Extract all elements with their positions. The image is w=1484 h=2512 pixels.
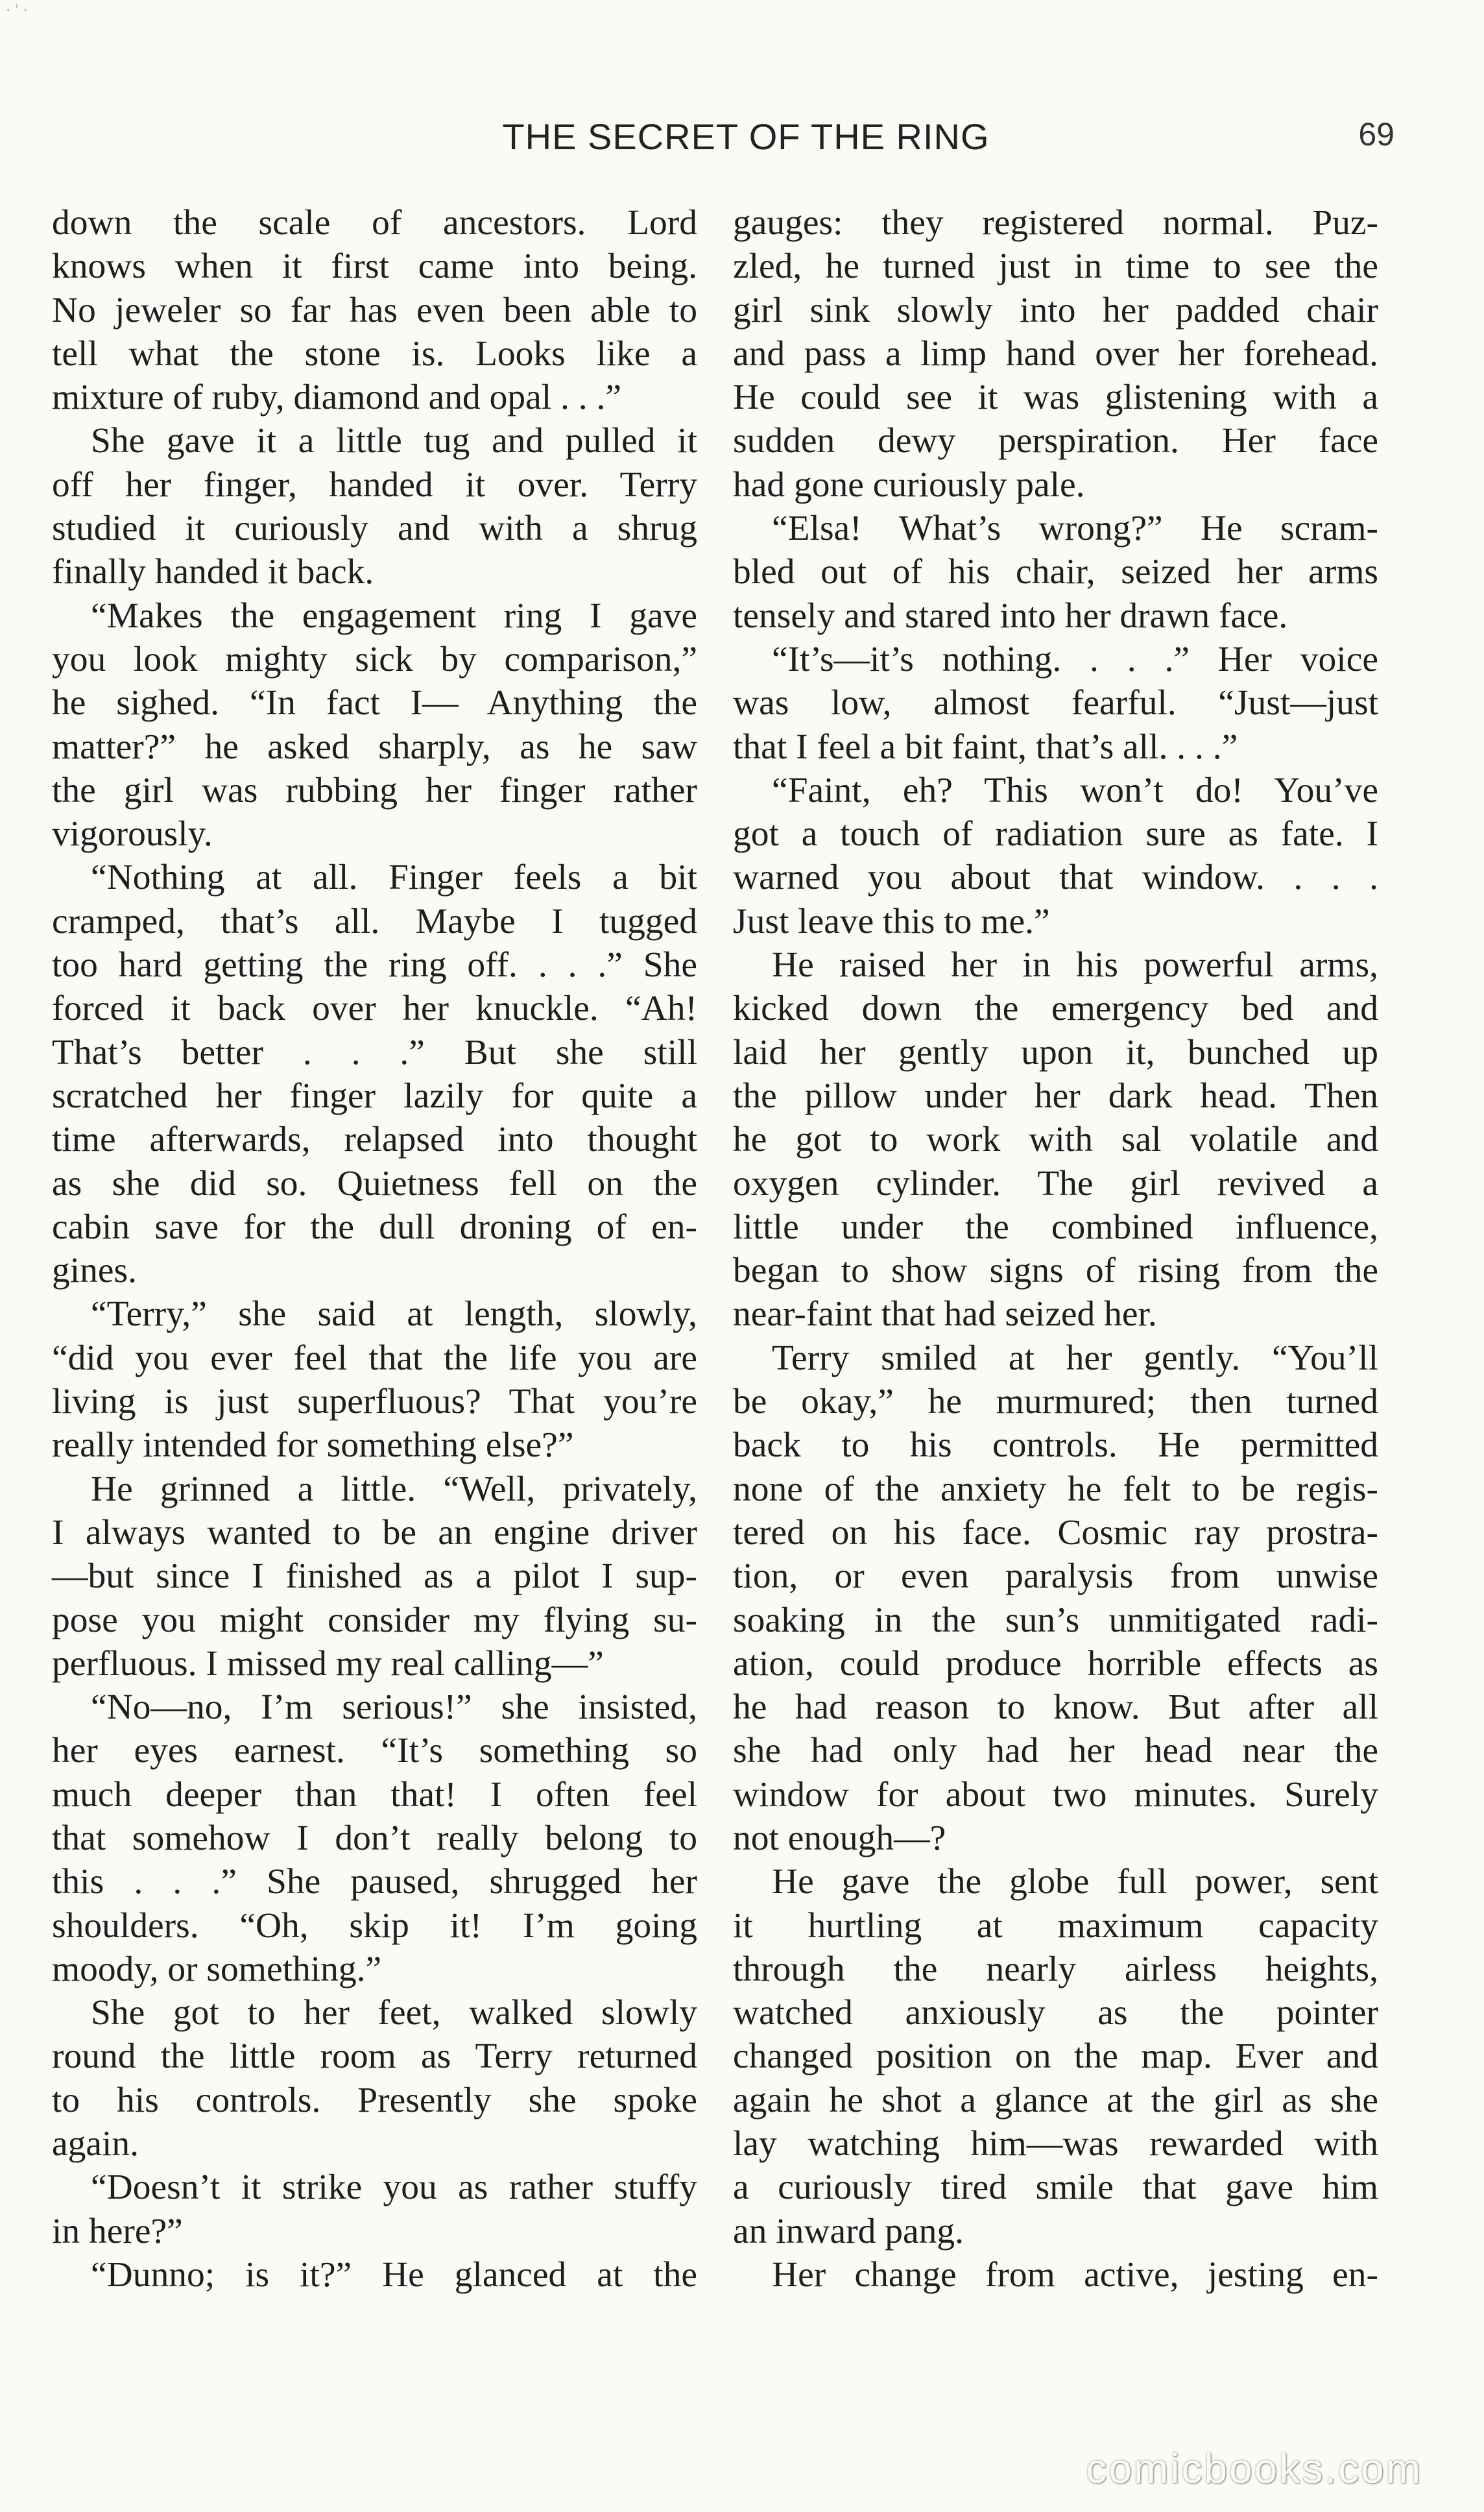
text-line: I always wanted to be an engine driver <box>52 1512 697 1552</box>
page-number: 69 <box>1358 116 1394 152</box>
text-line: got a touch of radiation sure as fate. I <box>733 814 1378 854</box>
text-line: finally handed it back. <box>52 552 374 592</box>
text-line: zled, he turned just in time to see the <box>733 247 1378 287</box>
text-line: He could see it was glistening with a <box>733 378 1378 418</box>
text-line: little under the combined influence, <box>733 1207 1378 1247</box>
text-line: to his controls. Presently she spoke <box>52 2080 697 2120</box>
text-line: laid her gently upon it, bunched up <box>733 1032 1378 1072</box>
text-line: was low, almost fearful. “Just—just <box>733 683 1378 723</box>
text-line: in here?” <box>52 2211 183 2251</box>
text-line: he had reason to know. But after all <box>733 1687 1378 1728</box>
text-line: the pillow under her dark head. Then <box>733 1076 1378 1116</box>
text-line: He raised her in his powerful arms, <box>772 945 1378 985</box>
text-line: “Faint, eh? This won’t do! You’ve <box>772 770 1378 810</box>
text-line: “Terry,” she said at length, slowly, <box>91 1294 697 1334</box>
right-column <box>733 201 1378 2297</box>
text-line: “Makes the engagement ring I gave <box>91 596 697 636</box>
text-line: you look mighty sick by comparison,” <box>52 639 697 679</box>
text-line: “did you ever feel that the life you are <box>52 1338 697 1378</box>
text-line: He gave the globe full power, sent <box>772 1862 1378 1902</box>
text-line: he got to work with sal volatile and <box>733 1120 1378 1160</box>
left-column <box>52 201 697 2297</box>
text-line: matter?” he asked sharply, as he saw <box>52 727 697 767</box>
text-line: window for about two minutes. Surely <box>733 1774 1378 1815</box>
text-line: bled out of his chair, seized her arms <box>733 552 1378 592</box>
text-line: round the little room as Terry returned <box>52 2036 697 2077</box>
text-line: Terry smiled at her gently. “You’ll <box>772 1338 1378 1378</box>
text-line: That’s better . . .” But she still <box>52 1032 697 1072</box>
text-line: she had only had her head near the <box>733 1731 1378 1771</box>
text-line: knows when it first came into being. <box>52 247 697 287</box>
text-line: sudden dewy perspiration. Her face <box>733 421 1378 461</box>
text-line: had gone curiously pale. <box>733 465 1085 505</box>
text-line: a curiously tired smile that gave him <box>733 2168 1378 2208</box>
site-watermark: comicbooks.com <box>1086 2445 1422 2492</box>
text-line: as she did so. Quietness fell on the <box>52 1163 697 1203</box>
text-line: “Doesn’t it strike you as rather stuffy <box>91 2168 697 2208</box>
text-line: Her change from active, jesting en- <box>772 2254 1378 2295</box>
text-line: “No—no, I’m serious!” she insisted, <box>91 1687 697 1728</box>
text-line: moody, or something.” <box>52 1949 382 1989</box>
text-line: through the nearly airless heights, <box>733 1949 1378 1989</box>
text-line: an inward pang. <box>733 2211 964 2251</box>
text-line: cramped, that’s all. Maybe I tugged <box>52 901 697 941</box>
text-line: tensely and stared into her drawn face. <box>733 596 1288 636</box>
text-line: lay watching him—was rewarded with <box>733 2124 1378 2164</box>
text-line: not enough—? <box>733 1818 946 1858</box>
text-line: He grinned a little. “Well, privately, <box>91 1469 697 1509</box>
text-line: studied it curiously and with a shrug <box>52 509 697 549</box>
text-line: it hurtling at maximum capacity <box>733 1905 1378 1946</box>
text-line: scratched her finger lazily for quite a <box>52 1076 697 1116</box>
text-line: changed position on the map. Ever and <box>733 2036 1378 2077</box>
text-line: “Dunno; is it?” He glanced at the <box>91 2254 697 2295</box>
text-line: Just leave this to me.” <box>733 901 1050 941</box>
text-line: back to his controls. He permitted <box>733 1425 1378 1466</box>
text-line: “Nothing at all. Finger feels a bit <box>91 858 697 898</box>
text-line: pose you might consider my flying su- <box>52 1600 697 1640</box>
text-line: shoulders. “Oh, skip it! I’m going <box>52 1905 697 1946</box>
text-line: be okay,” he murmured; then turned <box>733 1382 1378 1422</box>
text-line: that I feel a bit faint, that’s all. . . .” <box>733 727 1238 767</box>
text-line: off her finger, handed it over. Terry <box>52 465 697 505</box>
text-line: oxygen cylinder. The girl revived a <box>733 1163 1378 1203</box>
text-line: soaking in the sun’s unmitigated radi- <box>733 1600 1378 1640</box>
text-line: cabin save for the dull droning of en- <box>52 1207 697 1247</box>
text-line: this . . .” She paused, shrugged her <box>52 1862 697 1902</box>
text-line: ation, could produce horrible effects as <box>733 1643 1378 1684</box>
text-line: the girl was rubbing her finger rather <box>52 770 697 810</box>
text-line: perfluous. I missed my real calling—” <box>52 1643 604 1684</box>
text-line: began to show signs of rising from the <box>733 1251 1378 1291</box>
text-line: watched anxiously as the pointer <box>733 1993 1378 2033</box>
text-line: much deeper than that! I often feel <box>52 1774 697 1815</box>
text-line: vigorously. <box>52 814 213 854</box>
text-line: none of the anxiety he felt to be regis- <box>733 1469 1378 1509</box>
text-line: again he shot a glance at the girl as she <box>733 2080 1378 2120</box>
text-line: gines. <box>52 1251 138 1291</box>
text-line: time afterwards, relapsed into thought <box>52 1120 697 1160</box>
text-line: tered on his face. Cosmic ray prostra- <box>733 1512 1378 1552</box>
text-line: that somehow I don’t really belong to <box>52 1818 697 1858</box>
text-line: forced it back over her knuckle. “Ah! <box>52 989 697 1029</box>
text-line: tell what the stone is. Looks like a <box>52 333 697 374</box>
text-line: near-faint that had seized her. <box>733 1294 1157 1334</box>
text-line: too hard getting the ring off. . . .” She <box>52 945 697 985</box>
text-line: her eyes earnest. “It’s something so <box>52 1731 697 1771</box>
text-line: and pass a limp hand over her forehead. <box>733 333 1378 374</box>
text-line: —but since I finished as a pilot I sup- <box>52 1556 697 1597</box>
text-line: mixture of ruby, diamond and opal . . .” <box>52 378 622 418</box>
page-header <box>97 115 1394 174</box>
text-line: gauges: they registered normal. Puz- <box>733 203 1378 243</box>
text-line: warned you about that window. . . . <box>733 858 1378 898</box>
text-line: down the scale of ancestors. Lord <box>52 203 697 243</box>
scan-corner-mark: ·'· <box>4 3 30 19</box>
running-head: THE SECRET OF THE RING <box>502 116 990 157</box>
text-line: She got to her feet, walked slowly <box>91 1993 697 2033</box>
text-line: “It’s—it’s nothing. . . .” Her voice <box>772 639 1378 679</box>
text-line: girl sink slowly into her padded chair <box>733 290 1378 330</box>
text-line: tion, or even paralysis from unwise <box>733 1556 1378 1597</box>
text-line: kicked down the emergency bed and <box>733 989 1378 1029</box>
text-line: really intended for something else?” <box>52 1425 574 1466</box>
text-line: he sighed. “In fact I— Anything the <box>52 683 697 723</box>
text-line: living is just superfluous? That you’re <box>52 1382 697 1422</box>
text-line: No jeweler so far has even been able to <box>52 290 697 330</box>
text-line: “Elsa! What’s wrong?” He scram- <box>772 509 1378 549</box>
text-line: again. <box>52 2124 139 2164</box>
text-line: She gave it a little tug and pulled it <box>91 421 697 461</box>
